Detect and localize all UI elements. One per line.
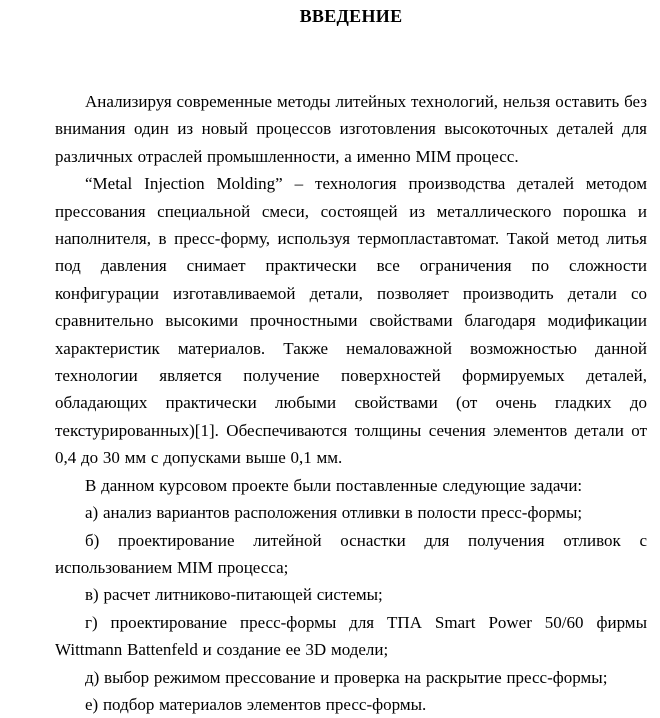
task-item-g: г) проектирование пресс-формы для ТПА Smart Power 50/60 фирмы Wittmann Battenfeld и создание ее 3D модели; — [55, 612, 647, 660]
tasks-intro: В данном курсовом проекте были поставленные следующие задачи: — [85, 475, 583, 495]
task-item-a: а) анализ вариантов расположения отливки в полости пресс-формы; — [85, 503, 583, 523]
task-item-v: в) расчет литниково-питающей системы; — [85, 585, 383, 605]
intro-paragraph-1: Анализируя современные методы литейных технологий, нельзя оставить без внимания один из новый процессов изготовления высокоточных деталей для различных отраслей промышленности, а именно MIM процесс. — [55, 92, 647, 166]
task-item-b: б) проектирование литейной оснастки для получения отливок с использованием MIM процесса; — [55, 530, 647, 577]
page-title: ВВЕДЕНИЕ — [299, 6, 403, 26]
intro-paragraph-2: “Metal Injection Molding” – технология производства деталей методом прессования специальной смеси, состоящей из металлического порошка и наполнителя, в пресс-форму, используя термопластавтомат. Такой метод литья под давления снимает практически все ограничения по сложности конфигурации изготавливаемой детали, позволяет производить детали со сравнительно высокими прочностными свойствами благодаря модификации характеристик материалов. Также немаловажной возможностью данной технологии является получение поверхностей формируемых деталей, обладающих практически любыми свойствами (от очень гладких до текстурированных)[1]. Обеспечиваются толщины сечения элементов детали от 0,4 до 30 мм с допусками выше 0,1 мм. — [55, 174, 647, 468]
task-item-d: д) выбор режимом прессование и проверка на раскрытие пресс-формы; — [85, 667, 608, 687]
document-body — [55, 88, 647, 718]
task-item-e: е) подбор материалов элементов пресс-формы. — [85, 694, 427, 714]
